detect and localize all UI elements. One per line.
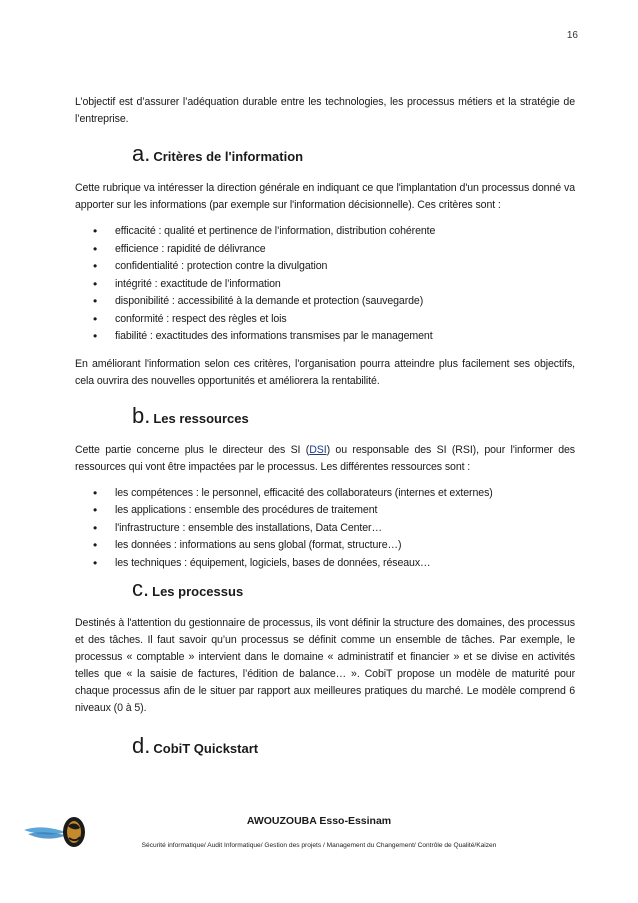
section-letter: b.	[132, 402, 151, 428]
list-item: • fiabilité : exactitudes des informations transmises par le management	[75, 328, 575, 346]
section-title: CobiT Quickstart	[153, 741, 259, 756]
section-letter: d.	[132, 733, 151, 758]
criteres-outro: En améliorant l'information selon ces critères, l'organisation pourra atteindre plus facilement ses objectifs, cela ouvrira des nouvelles opportunités et améliorera la rentabilité.	[75, 357, 575, 387]
list-item: • confidentialité : protection contre la divulgation	[75, 258, 575, 276]
dsi-link[interactable]: DSI	[309, 443, 327, 456]
list-item: • l'infrastructure : ensemble des installations, Data Center…	[75, 520, 575, 538]
list-item: • conformité : respect des règles et lois	[75, 311, 575, 329]
page-number: 16	[566, 30, 578, 41]
ressources-intro-text-cont: ) ou responsable des SI (RSI), pour l'informer des ressources qui vont être impactées par le processus. Les différentes ressources sont :	[75, 443, 575, 473]
section-title: Les processus	[152, 584, 244, 599]
ressources-list	[75, 485, 575, 573]
section-heading-ressources	[75, 402, 575, 430]
ressources-intro	[75, 442, 575, 476]
document-body	[75, 94, 575, 772]
footer-author: AWOUZOUBA Esso-Essinam	[246, 815, 392, 827]
list-item: • efficience : rapidité de délivrance	[75, 241, 575, 259]
intro-paragraph: L’objectif est d’assurer l’adéquation durable entre les technologies, les processus métiers et la stratégie de l’entreprise.	[75, 96, 575, 125]
processus-paragraph: Destinés à l'attention du gestionnaire de processus, ils vont définir la structure des domaines, des processus et des tâches. Il faut savoir qu’un processus se définit comme un ensemble de tâches. Par exemple, le processus « comptable » intervient dans le domaine « administratif et financier » et se divise en activités telles que « la saisie de factures, l’édition de balance… ». CobiT propose un modèle de maturité pour chaque processus afin de le situer par rapport aux meilleures pratiques du marché. Le modèle comprend 6 niveaux (0 à 5).	[75, 617, 575, 714]
list-item: • les compétences : le personnel, efficacité des collaborateurs (internes et externes)	[75, 485, 575, 503]
criteres-list	[75, 223, 575, 346]
list-item: • intégrité : exactitude de l’information	[75, 276, 575, 294]
footer-topics: Sécurité informatique/ Audit Informatique/ Gestion des projets / Management du Changement/ Contrôle de Qualité/Kaizen	[141, 842, 497, 849]
list-item: • efficacité : qualité et pertinence de l’information, distribution cohérente	[75, 223, 575, 241]
section-letter: c.	[132, 576, 150, 601]
list-item: • les données : informations au sens global (format, structure…)	[75, 537, 575, 555]
section-title: Critères de l'information	[153, 149, 304, 164]
section-letter: a.	[132, 141, 151, 166]
section-heading-quickstart	[75, 735, 575, 760]
section-heading-criteres	[75, 143, 575, 168]
ressources-intro-text: Cette partie concerne plus le directeur des SI (	[75, 443, 310, 456]
list-item: • disponibilité : accessibilité à la demande et protection (sauvegarde)	[75, 293, 575, 311]
section-heading-processus	[75, 578, 575, 603]
section-title: Les ressources	[153, 410, 249, 426]
criteres-intro: Cette rubrique va intéresser la direction générale en indiquant ce que l'implantation d'un processus donné va apporter sur les informations (par exemple sur l'information décisionnelle). Ces critères sont :	[75, 182, 575, 211]
list-item: • les techniques : équipement, logiciels, bases de données, réseaux…	[75, 555, 575, 573]
list-item: • les applications : ensemble des procédures de traitement	[75, 502, 575, 520]
